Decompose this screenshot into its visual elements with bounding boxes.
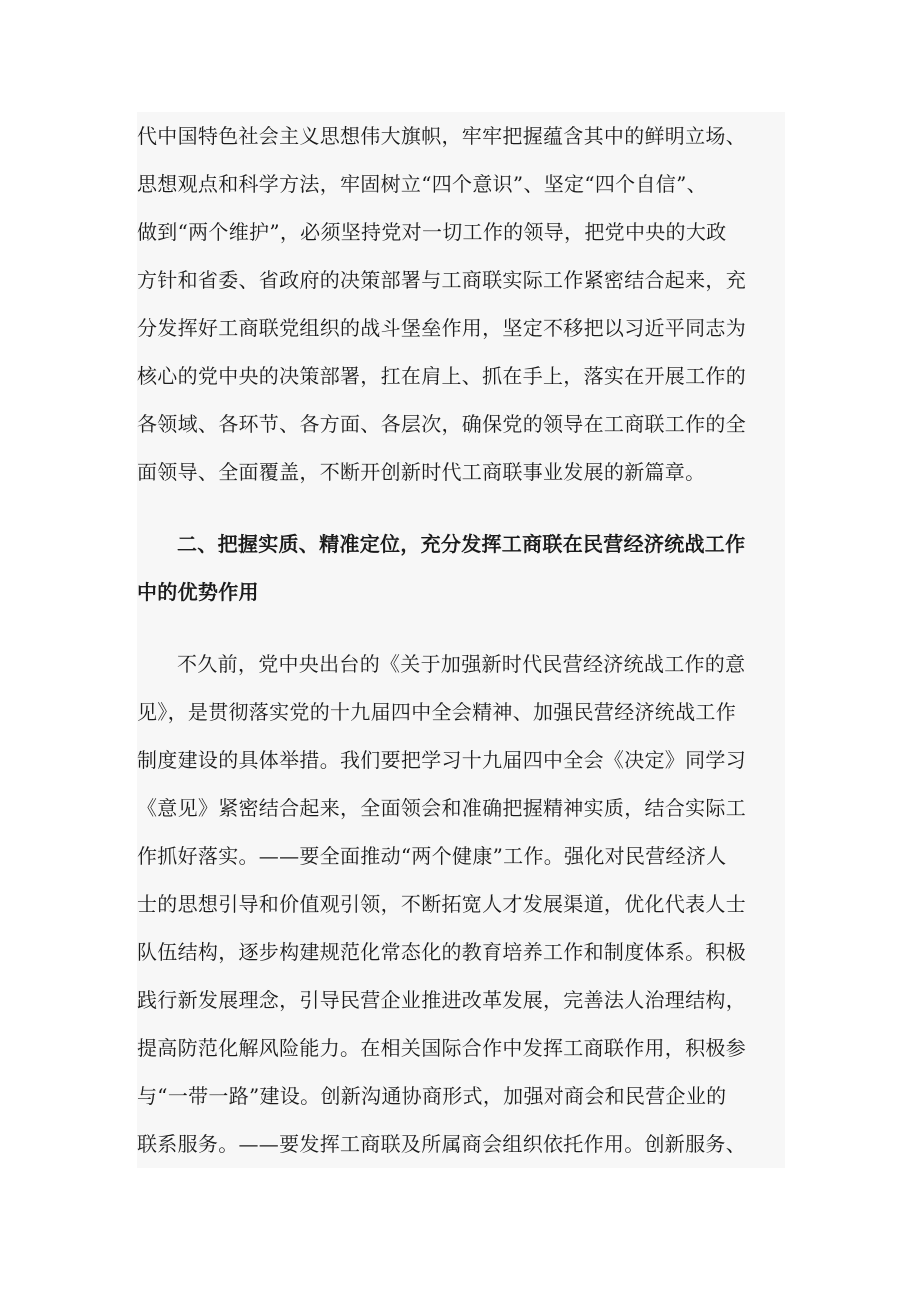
text-line: 核心的党中央的决策部署，扛在肩上、抓在手上，落实在开展工作的 <box>137 364 746 388</box>
text-line: 各领域、各环节、各方面、各层次，确保党的领导在工商联工作的全 <box>137 412 746 436</box>
text-line: 不久前，党中央出台的《关于加强新时代民营经济统战工作的意 <box>177 652 746 676</box>
heading-line: 二、把握实质、精准定位，充分发挥工商联在民营经济统战工作 <box>177 532 746 556</box>
text-line: 提高防范化解风险能力。在相关国际合作中发挥工商联作用，积极参 <box>137 1036 746 1060</box>
section-heading <box>137 520 785 616</box>
text-line: 作抓好落实。——要全面推动“两个健康”工作。强化对民营经济人 <box>137 844 727 868</box>
text-line: 制度建设的具体举措。我们要把学习十九届四中全会《决定》同学习 <box>137 748 746 772</box>
text-line: 士的思想引导和价值观引领，不断拓宽人才发展渠道，优化代表人士 <box>137 892 746 916</box>
text-line: 思想观点和科学方法，牢固树立“四个意识”、坚定“四个自信”、 <box>137 172 707 196</box>
heading-line: 中的优势作用 <box>137 580 259 604</box>
text-line: 《意见》紧密结合起来，全面领会和准确把握精神实质，结合实际工 <box>137 796 746 820</box>
text-line: 做到“两个维护”，必须坚持党对一切工作的领导，把党中央的大政 <box>137 220 727 244</box>
paragraph-continuation <box>137 112 785 496</box>
text-line: 践行新发展理念，引导民营企业推进改革发展，完善法人治理结构， <box>137 988 746 1012</box>
text-line: 与“一带一路”建设。创新沟通协商形式，加强对商会和民营企业的 <box>137 1084 727 1108</box>
text-line: 面领导、全面覆盖，不断开创新时代工商联事业发展的新篇章。 <box>137 460 706 484</box>
text-line: 队伍结构，逐步构建规范化常态化的教育培养工作和制度体系。积极 <box>137 940 746 964</box>
text-line: 方针和省委、省政府的决策部署与工商联实际工作紧密结合起来，充 <box>137 268 746 292</box>
text-line: 分发挥好工商联党组织的战斗堡垒作用，坚定不移把以习近平同志为 <box>137 316 746 340</box>
text-line: 代中国特色社会主义思想伟大旗帜，牢牢把握蕴含其中的鲜明立场、 <box>137 124 746 148</box>
text-line: 联系服务。——要发挥工商联及所属商会组织依托作用。创新服务、 <box>137 1132 746 1156</box>
text-line: 见》，是贯彻落实党的十九届四中全会精神、加强民营经济统战工作 <box>137 700 736 724</box>
paragraph-section-two <box>137 640 785 1168</box>
document-body <box>137 112 785 1168</box>
